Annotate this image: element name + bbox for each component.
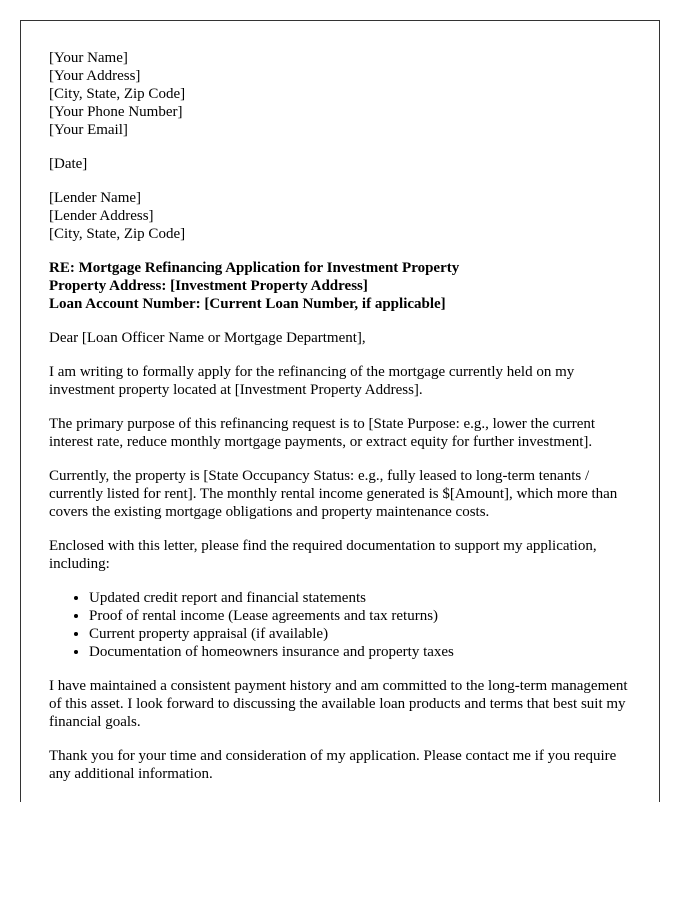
list-item: • Proof of rental income (Lease agreements and tax returns) <box>89 607 641 625</box>
sender-city-state-zip: [City, State, Zip Code] <box>49 86 186 102</box>
letter-body <box>49 49 641 799</box>
subject-block <box>49 259 641 313</box>
lender-address: [Lender Address] <box>49 208 154 224</box>
salutation: Dear [Loan Officer Name or Mortgage Department], <box>49 330 366 346</box>
subject-re: RE: Mortgage Refinancing Application for Investment Property <box>49 260 460 276</box>
list-item: • Updated credit report and financial statements <box>89 589 641 607</box>
lender-city-state-zip: [City, State, Zip Code] <box>49 226 186 242</box>
subject-property-address: Property Address: [Investment Property Address] <box>49 278 368 294</box>
sender-phone: [Your Phone Number] <box>49 104 183 120</box>
letter-page <box>20 20 660 802</box>
paragraph-closing: Thank you for your time and consideration of my application. Please contact me if you require any additional information. <box>49 748 617 782</box>
subject-loan-account: Loan Account Number: [Current Loan Number, if applicable] <box>49 296 446 312</box>
letter-date: [Date] <box>49 156 88 172</box>
paragraph-history: I have maintained a consistent payment history and am committed to the long-term management of this asset. I look forward to discussing the available loan products and terms that best suit my financial goals. <box>49 678 628 730</box>
paragraph-intro: I am writing to formally apply for the refinancing of the mortgage currently held on my investment property located at [Investment Property Address]. <box>49 364 575 398</box>
sender-block <box>49 49 641 139</box>
list-item: • Documentation of homeowners insurance and property taxes <box>89 643 641 661</box>
paragraph-enclosures: Enclosed with this letter, please find the required documentation to support my application, including: <box>49 538 597 572</box>
sender-address: [Your Address] <box>49 68 141 84</box>
date-block <box>49 155 641 173</box>
paragraph-occupancy: Currently, the property is [State Occupancy Status: e.g., fully leased to long-term tenants / currently listed for rent]. The monthly rental income generated is $[Amount], which more than covers the existing mortgage obligations and property maintenance costs. <box>49 468 618 520</box>
recipient-block <box>49 189 641 243</box>
lender-name: [Lender Name] <box>49 190 142 206</box>
paragraph-purpose: The primary purpose of this refinancing request is to [State Purpose: e.g., lower the current interest rate, reduce monthly mortgage payments, or extract equity for further investment]. <box>49 416 596 450</box>
sender-name: [Your Name] <box>49 50 128 66</box>
sender-email: [Your Email] <box>49 122 128 138</box>
documents-list <box>49 589 641 661</box>
list-item: • Current property appraisal (if available) <box>89 625 641 643</box>
